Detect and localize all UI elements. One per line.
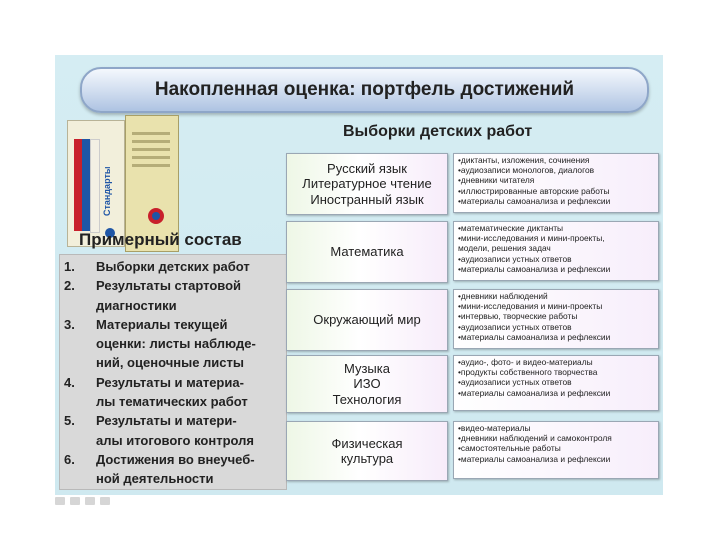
list-item: 4. Результаты и материа- лы тематических работ: [64, 374, 248, 410]
subject-details: •диктанты, изложения, сочинения •аудиозаписи монологов, диалогов •дневники читателя •иллюстрированные авторские работы •материалы самоанализа и рефлексии: [453, 153, 659, 213]
list-item: 1. Выборки детских работ: [64, 259, 250, 274]
composition-list: [60, 255, 286, 489]
composition-list-box: [59, 254, 287, 490]
slide: [55, 55, 663, 495]
composition-heading: Примерный состав: [79, 230, 242, 249]
samples-heading: Выборки детских работ: [343, 123, 533, 140]
standards-book-label: Стандарты: [102, 166, 112, 216]
subject-russian-literature-foreign: Русский язык Литературное чтение Иностранный язык: [286, 153, 448, 215]
list-item: 2. Результаты стартовой диагностики: [64, 278, 242, 313]
list-item: 5. Результаты и матери- алы итогового контроля: [64, 413, 254, 448]
slide-title: Накопленная оценка: портфель достижений: [154, 79, 575, 100]
subject-details: •математические диктанты •мини-исследования и мини-проекты, модели, решения задач •аудиозаписи устных ответов •материалы самоанализа и рефлексии: [453, 221, 659, 281]
subject-details: •аудио-, фото- и видео-материалы •продукты собственного творчества •аудиозаписи устных ответов •материалы самоанализа и рефлексии: [453, 355, 659, 411]
arrow-left-icon[interactable]: [55, 497, 65, 505]
menu-icon[interactable]: [85, 497, 95, 505]
subject-details: •видео-материалы •дневники наблюдений и самоконтроля •самостоятельные работы •материалы самоанализа и рефлексии: [453, 421, 659, 479]
slide-navigation: [55, 497, 110, 505]
standards-book: [67, 120, 125, 247]
title-banner: [80, 67, 649, 113]
subject-mathematics: Математика: [286, 221, 448, 283]
arrow-right-icon[interactable]: [100, 497, 110, 505]
pen-icon[interactable]: [70, 497, 80, 505]
subject-details: •дневники наблюдений •мини-исследования и мини-проекты •интервью, творческие работы •аудиозаписи устных ответов •материалы самоанализа и рефлексии: [453, 289, 659, 349]
list-item: 3. Материалы текущей оценки: листы наблюде- ний, оценочные листы: [64, 316, 256, 371]
subject-music-art-technology: Музыка ИЗО Технология: [286, 355, 448, 413]
subject-physical-education: Физическая культура: [286, 421, 448, 481]
subject-world-around: Окружающий мир: [286, 289, 448, 351]
list-item: 6. Достижения во внеучеб- ной деятельности: [64, 451, 255, 487]
